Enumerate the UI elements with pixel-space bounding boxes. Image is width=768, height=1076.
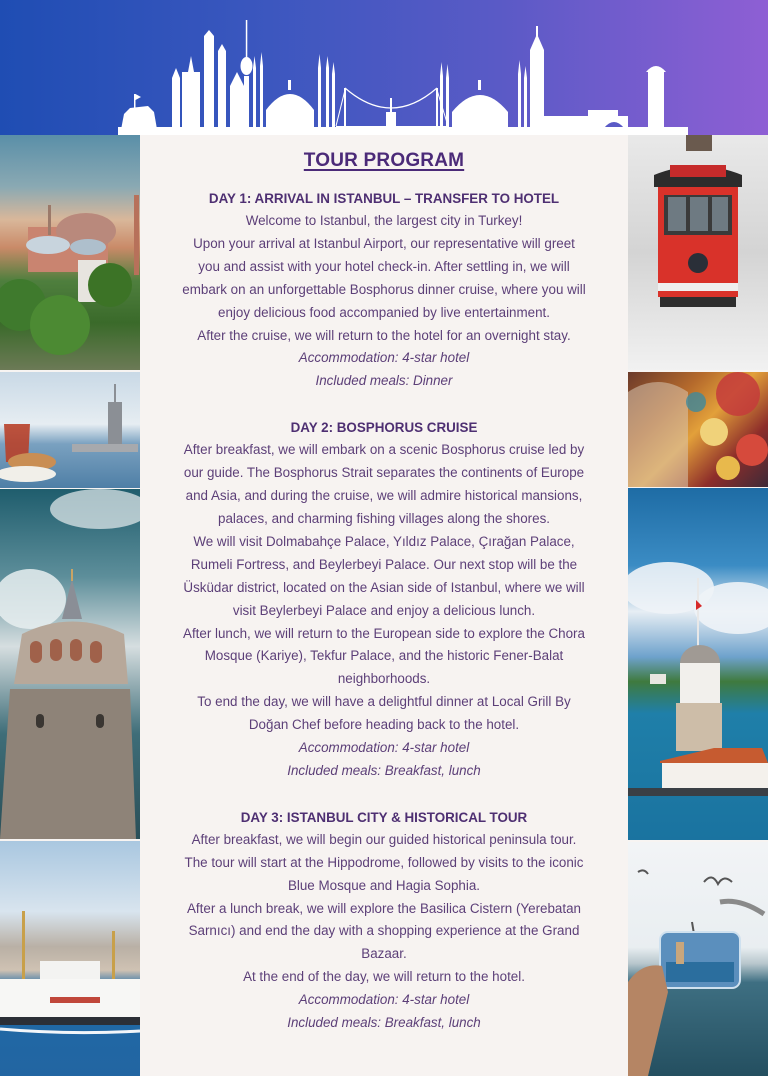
accommodation-note: Accommodation: 4-star hotel [298, 992, 470, 1008]
paragraph-line: palaces, and charming fishing villages along the shores. [218, 510, 550, 526]
header-banner [0, 0, 768, 135]
paragraph-line: At the end of the day, we will return to the hotel. [243, 969, 525, 985]
accommodation-note: Accommodation: 4-star hotel [298, 350, 470, 366]
day-3-section [140, 806, 628, 1035]
included-meals-note: Included meals: Breakfast, lunch [287, 1015, 481, 1031]
left-photo-column [0, 135, 140, 1076]
included-meals-note: Included meals: Breakfast, lunch [287, 762, 481, 778]
day-heading: DAY 1: ARRIVAL IN ISTANBUL – TRANSFER TO HOTEL [208, 191, 560, 206]
paragraph-line: embark on an unforgettable Bosphorus dinner cruise, where you will [182, 281, 586, 297]
paragraph-line: Blue Mosque and Hagia Sophia. [287, 877, 481, 893]
paragraph-line: our guide. The Bosphorus Strait separates the continents of Europe [183, 465, 585, 481]
paragraph-line: Bazaar. [361, 946, 407, 962]
istanbul-skyline-icon [118, 16, 678, 135]
paragraph-line: After the cruise, we will return to the hotel for an overnight stay. [197, 327, 571, 343]
paragraph-line: After lunch, we will return to the European side to explore the Chora [183, 625, 585, 641]
postcard-seagulls-photo [628, 842, 768, 1076]
paragraph-line: you and assist with your hotel check-in. After settling in, we will [198, 258, 570, 274]
paragraph-line: enjoy delicious food accompanied by live entertainment. [218, 304, 550, 320]
paragraph-line: The tour will start at the Hippodrome, followed by visits to the iconic [184, 854, 584, 870]
tour-program-panel [140, 135, 628, 1076]
day-heading: DAY 2: BOSPHORUS CRUISE [290, 420, 478, 436]
hagia-sophia-photo [0, 135, 140, 370]
paragraph-line: Upon your arrival at Istanbul Airport, our representative will greet [193, 235, 575, 251]
paragraph-line: To end the day, we will have a delightful dinner at Local Grill By [197, 694, 571, 710]
paragraph-line: After a lunch break, we will explore the Basilica Cistern (Yerebatan [187, 900, 581, 916]
paragraph-line: visit Beylerbeyi Palace and enjoy a delicious lunch. [232, 602, 536, 618]
taksim-tunel-red-tram-photo [628, 135, 768, 370]
paragraph-line: After breakfast, we will begin our guided historical peninsula tour. [191, 831, 577, 847]
paragraph-line: We will visit Dolmabahçe Palace, Yıldız Palace, Çırağan Palace, [193, 533, 575, 549]
paragraph-line: neighborhoods. [337, 671, 431, 687]
paragraph-line: Doğan Chef before heading back to the hotel. [248, 717, 520, 733]
paragraph-line: and Asia, and during the cruise, we will admire historical mansions, [185, 488, 583, 504]
accommodation-note: Accommodation: 4-star hotel [298, 740, 470, 756]
galata-tower-photo [0, 489, 140, 839]
turkish-tea-maidens-tower-photo [0, 372, 140, 488]
day-2-section [140, 416, 628, 783]
maidens-tower-photo [628, 488, 768, 840]
included-meals-note: Included meals: Dinner [315, 373, 453, 389]
paragraph-line: Sarnıcı) and end the day with a shopping experience at the Grand [188, 923, 580, 939]
day-heading: DAY 3: ISTANBUL CITY & HISTORICAL TOUR [240, 809, 528, 825]
tour-program-content [140, 145, 628, 1058]
paragraph-line: Üsküdar district, located on the Asian side of Istanbul, where we will [183, 579, 585, 595]
day-1-section [140, 187, 628, 393]
bosphorus-ferry-photo [0, 841, 140, 1076]
paragraph-line: Welcome to Istanbul, the largest city in Turkey! [245, 213, 523, 228]
paragraph-line: After breakfast, we will embark on a scenic Bosphorus cruise led by [183, 442, 585, 458]
skyline-ground [118, 127, 688, 135]
paragraph-line: Mosque (Kariye), Tekfur Palace, and the historic Fener-Balat [204, 648, 564, 664]
right-photo-column [628, 135, 768, 1076]
page-title: TOUR PROGRAM [303, 150, 465, 171]
paragraph-line: Rumeli Fortress, and Beylerbeyi Palace. Our next stop will be the [190, 556, 578, 572]
grand-bazaar-lamps-photo [628, 372, 768, 487]
